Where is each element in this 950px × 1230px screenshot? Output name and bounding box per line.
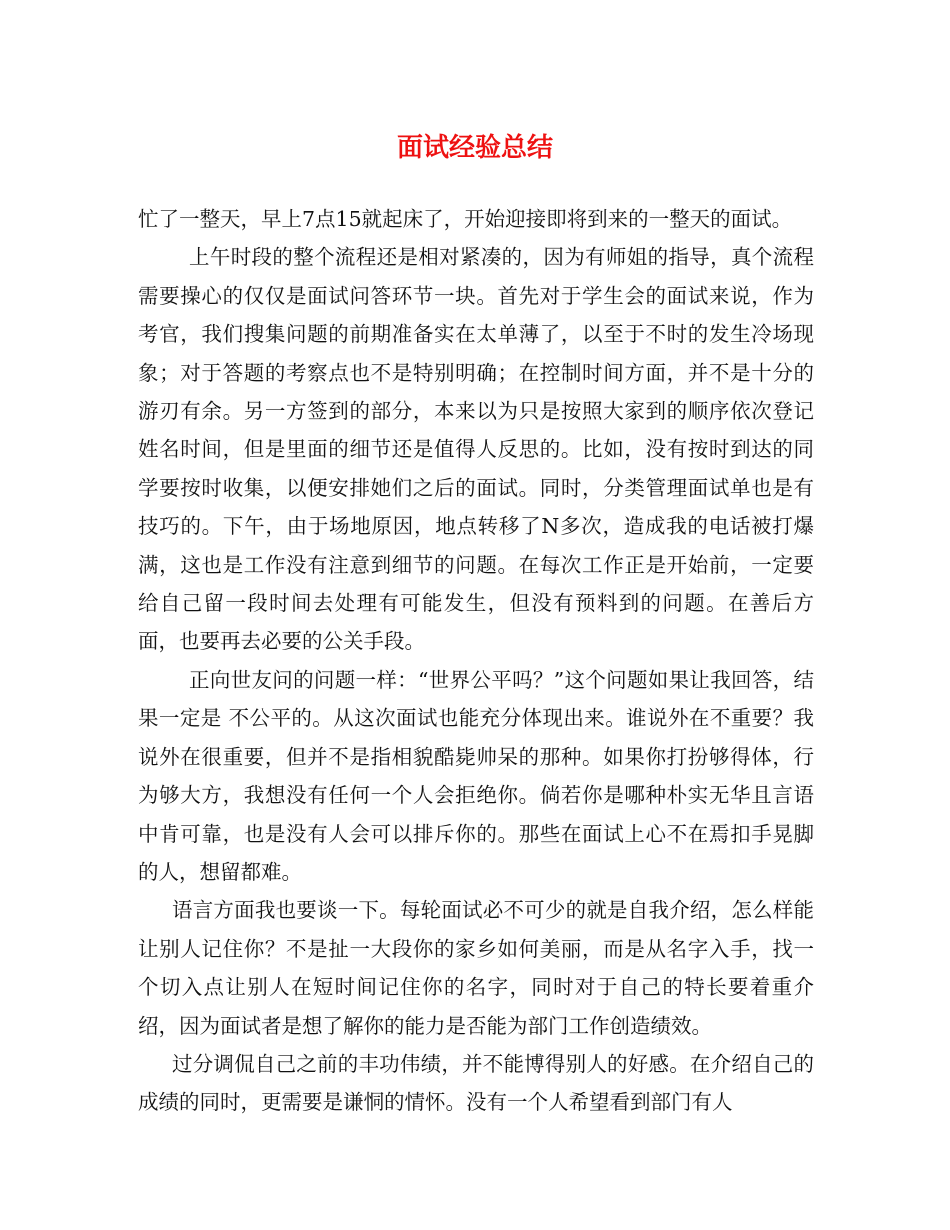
paragraph-1: 忙了一整天，早上7点15就起床了，开始迎接即将到来的一整天的面试。: [138, 207, 793, 231]
paragraph-3: 正向世友问的问题一样：“世界公平吗？”这个问题如果让我回答，结果一定是 不公平的。从这次面试也能充分体现出来。谁说外在不重要？我说外在很重要，但并不是指相貌酷毙帅呆的那种。如果你打扮够得体，行为够大方，我想没有任何一个人会拒绝你。倘若你是哪种朴实无华且言语中肯可靠，也是没有人会可以排斥你的。那些在面试上心不在焉扣手晃脚的人，想留都难。: [138, 667, 814, 884]
paragraph-5: 过分调侃自己之前的丰功伟绩，并不能博得别人的好感。在介绍自己的成绩的同时，更需要是谦恫的情怀。没有一个人希望看到部门有人: [138, 1051, 814, 1115]
paragraph-4: 语言方面我也要谈一下。每轮面试必不可少的就是自我介绍，怎么样能让别人记住你？不是扯一大段你的家乡如何美丽，而是从名字入手，找一个切入点让别人在短时间记住你的名字，同时对于自己的特长要着重介绍，因为面试者是想了解你的能力是否能为部门工作创造绩效。: [138, 898, 814, 1038]
document-body: [138, 200, 814, 1122]
document-title: 面试经验总结: [396, 133, 553, 163]
paragraph-2: 上午时段的整个流程还是相对紧凑的，因为有师姐的指导，真个流程需要操心的仅仅是面试问答环节一块。首先对于学生会的面试来说，作为考官，我们搜集问题的前期准备实在太单薄了，以至于不时的发生冷场现象；对于答题的考察点也不是特别明确；在控制时间方面，并不是十分的游刃有余。另一方签到的部分，本来以为只是按照大家到的顺序依次登记姓名时间，但是里面的细节还是值得人反思的。比如，没有按时到达的同学要按时收集，以便安排她们之后的面试。同时，分类管理面试单也是有技巧的。下午，由于场地原因，地点转移了N多次，造成我的电话被打爆满，这也是工作没有注意到细节的问题。在每次工作正是开始前，一定要给自己留一段时间去处理有可能发生，但没有预料到的问题。在善后方面，也要再去必要的公关手段。: [138, 245, 814, 654]
